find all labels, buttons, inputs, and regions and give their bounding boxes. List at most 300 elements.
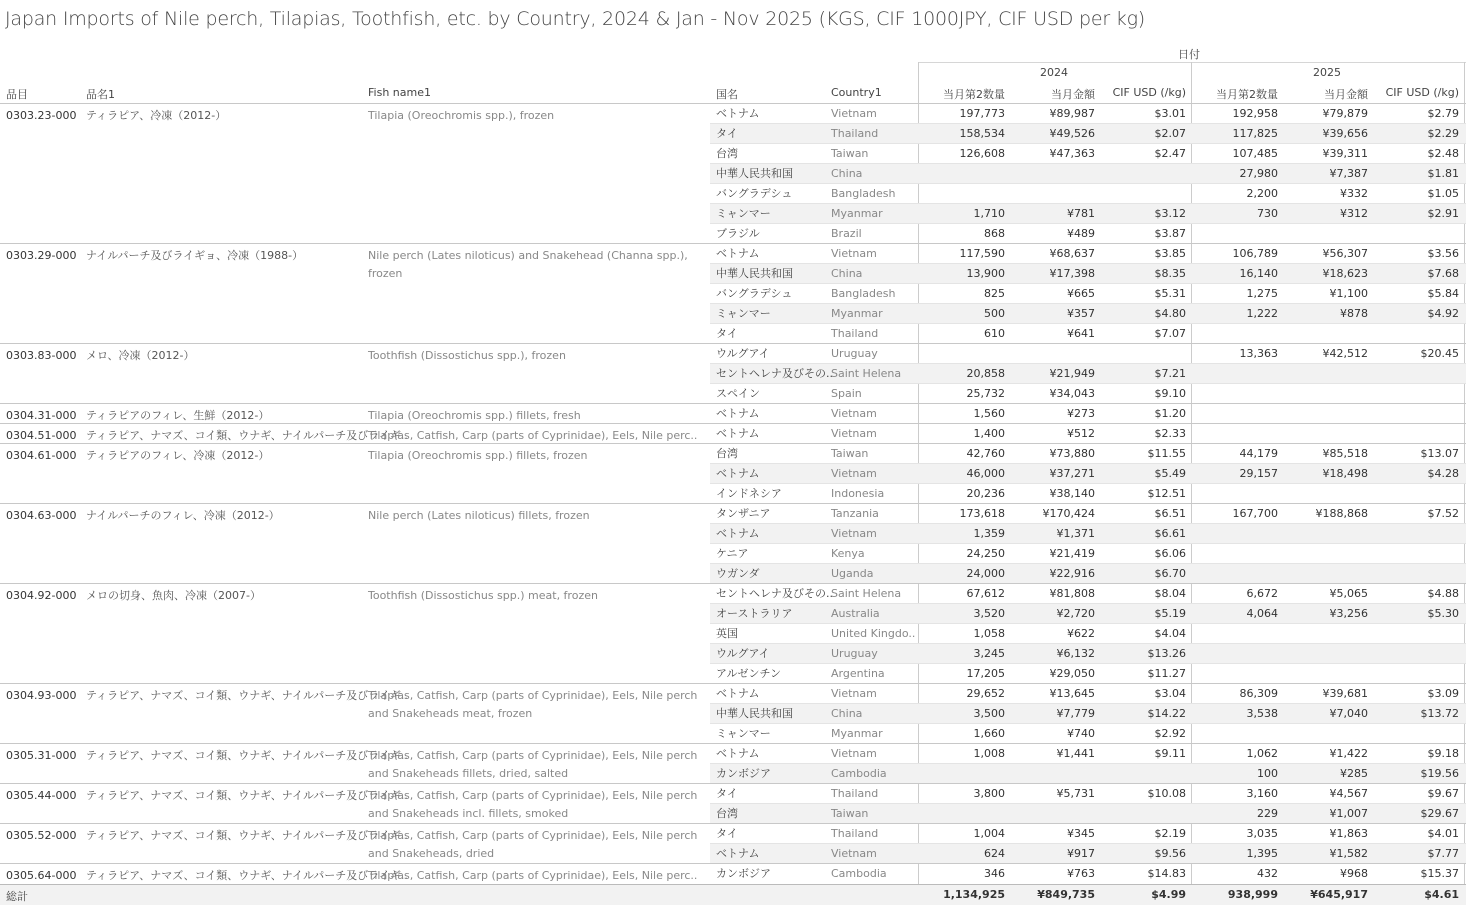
cell-usd-2024: $12.51 bbox=[1147, 487, 1186, 500]
product-name-ja: ティラピアのフィレ、冷凍（2012-） bbox=[86, 449, 270, 462]
cell-qty-2025: 27,980 bbox=[1239, 167, 1278, 180]
cell-value-2025: ¥7,040 bbox=[1329, 707, 1368, 720]
country-en: Tanzania bbox=[831, 507, 879, 520]
cell-qty-2024: 500 bbox=[984, 307, 1005, 320]
cell-value-2024: ¥21,419 bbox=[1049, 547, 1095, 560]
country-ja: ベトナム bbox=[716, 247, 760, 260]
cell-usd-2025: $13.72 bbox=[1420, 707, 1459, 720]
product-code: 0304.31-000 bbox=[6, 409, 77, 422]
cell-value-2025: ¥312 bbox=[1340, 207, 1368, 220]
country-ja: ミャンマー bbox=[716, 727, 771, 740]
country-en: Cambodia bbox=[831, 767, 887, 780]
table-row bbox=[710, 784, 1466, 803]
cell-qty-2025: 3,160 bbox=[1246, 787, 1278, 800]
table-row bbox=[710, 643, 1466, 663]
product-name-ja: ティラピア、ナマズ、コイ類、ウナギ、ナイルパーチ及びライギ.. bbox=[86, 869, 408, 882]
product-name-ja: ナイルパーチのフィレ、冷凍（2012-） bbox=[86, 509, 280, 522]
table-row bbox=[710, 263, 1466, 283]
cell-value-2025: ¥1,100 bbox=[1329, 287, 1368, 300]
country-en: Thailand bbox=[831, 327, 879, 340]
cell-usd-2024: $3.12 bbox=[1154, 207, 1186, 220]
cell-value-2024: ¥357 bbox=[1067, 307, 1095, 320]
fish-name: Toothfish (Dissostichus spp.) meat, frozen bbox=[368, 589, 598, 602]
country-en: Uganda bbox=[831, 567, 874, 580]
country-ja: ミャンマー bbox=[716, 307, 771, 320]
cell-qty-2024: 1,660 bbox=[973, 727, 1005, 740]
cell-value-2024: ¥37,271 bbox=[1049, 467, 1095, 480]
cell-value-2025: ¥85,518 bbox=[1322, 447, 1368, 460]
cell-value-2025: ¥5,065 bbox=[1329, 587, 1368, 600]
cell-usd-2024: $13.26 bbox=[1147, 647, 1186, 660]
fish-name: Tilapias, Catfish, Carp (parts of Cyprinidae), Eels, Nile perc.. bbox=[368, 869, 698, 882]
fish-name: Tilapias, Catfish, Carp (parts of Cyprinidae), Eels, Nile perch and Snakeheads meat, frozen bbox=[368, 689, 698, 720]
country-ja: タイ bbox=[716, 127, 738, 140]
cell-qty-2024: 624 bbox=[984, 847, 1005, 860]
cell-value-2025: ¥39,681 bbox=[1322, 687, 1368, 700]
country-ja: ケニア bbox=[716, 547, 749, 560]
table-row bbox=[710, 543, 1466, 563]
cell-qty-2025: 117,825 bbox=[1232, 127, 1278, 140]
cell-qty-2024: 126,608 bbox=[959, 147, 1005, 160]
product-name-ja: メロ、冷凍（2012-） bbox=[86, 349, 195, 362]
cell-qty-2024: 20,236 bbox=[966, 487, 1005, 500]
country-en: United Kingdo.. bbox=[831, 627, 916, 640]
country-en: Cambodia bbox=[831, 867, 887, 880]
cell-usd-2024: $7.21 bbox=[1154, 367, 1186, 380]
cell-qty-2024: 3,500 bbox=[973, 707, 1005, 720]
table-row bbox=[710, 684, 1466, 703]
cell-qty-2024: 1,004 bbox=[973, 827, 1005, 840]
year-header-2024: 2024 bbox=[1040, 66, 1068, 79]
country-ja: スペイン bbox=[716, 387, 760, 400]
cell-usd-2024: $14.22 bbox=[1147, 707, 1186, 720]
cell-value-2025: ¥188,868 bbox=[1315, 507, 1368, 520]
cell-qty-2025: 730 bbox=[1257, 207, 1278, 220]
cell-value-2024: ¥345 bbox=[1067, 827, 1095, 840]
country-ja: ベトナム bbox=[716, 467, 760, 480]
country-en: Australia bbox=[831, 607, 880, 620]
cell-qty-2024: 3,800 bbox=[973, 787, 1005, 800]
cell-usd-2024: $4.04 bbox=[1154, 627, 1186, 640]
cell-qty-2025: 192,958 bbox=[1232, 107, 1278, 120]
cell-value-2025: ¥285 bbox=[1340, 767, 1368, 780]
cell-value-2025: ¥968 bbox=[1340, 867, 1368, 880]
table-row bbox=[710, 203, 1466, 223]
country-ja: ブラジル bbox=[716, 227, 760, 240]
cell-qty-2024: 173,618 bbox=[959, 507, 1005, 520]
cell-qty-2024: 3,245 bbox=[973, 647, 1005, 660]
product-name-ja: メロの切身、魚肉、冷凍（2007-） bbox=[86, 589, 261, 602]
country-en: Kenya bbox=[831, 547, 865, 560]
table-row bbox=[710, 303, 1466, 323]
cell-value-2025: ¥878 bbox=[1340, 307, 1368, 320]
date-header: 日付 bbox=[1178, 48, 1200, 61]
table-row bbox=[710, 843, 1466, 863]
product-code: 0303.83-000 bbox=[6, 349, 77, 362]
table-row bbox=[710, 123, 1466, 143]
country-en: Vietnam bbox=[831, 747, 877, 760]
fish-name: Nile perch (Lates niloticus) and Snakehead (Channa spp.), frozen bbox=[368, 249, 688, 280]
table-row bbox=[710, 603, 1466, 623]
table-row bbox=[710, 244, 1466, 263]
cell-qty-2024: 117,590 bbox=[959, 247, 1005, 260]
cell-usd-2024: $7.07 bbox=[1154, 327, 1186, 340]
product-code: 0305.64-000 bbox=[6, 869, 77, 882]
col-header-country: Country1 bbox=[831, 86, 882, 99]
cell-qty-2024: 825 bbox=[984, 287, 1005, 300]
cell-qty-2024: 17,205 bbox=[966, 667, 1005, 680]
table-row bbox=[710, 663, 1466, 683]
table-row bbox=[710, 163, 1466, 183]
cell-value-2024: ¥665 bbox=[1067, 287, 1095, 300]
cell-usd-2025: $7.52 bbox=[1427, 507, 1459, 520]
country-en: Vietnam bbox=[831, 687, 877, 700]
cell-qty-2024: 610 bbox=[984, 327, 1005, 340]
country-ja: 中華人民共和国 bbox=[716, 167, 793, 180]
country-ja: ベトナム bbox=[716, 427, 760, 440]
cell-usd-2025: $7.77 bbox=[1427, 847, 1459, 860]
cell-usd-2025: $9.67 bbox=[1427, 787, 1459, 800]
country-en: Myanmar bbox=[831, 207, 883, 220]
country-en: China bbox=[831, 167, 863, 180]
country-ja: カンボジア bbox=[716, 867, 771, 880]
cell-usd-2024: $11.27 bbox=[1147, 667, 1186, 680]
cell-value-2024: ¥512 bbox=[1067, 427, 1095, 440]
cell-value-2024: ¥34,043 bbox=[1049, 387, 1095, 400]
country-en: Myanmar bbox=[831, 727, 883, 740]
product-name-ja: ティラピア、ナマズ、コイ類、ウナギ、ナイルパーチ及びライギ.. bbox=[86, 749, 408, 762]
cell-usd-2024: $5.19 bbox=[1154, 607, 1186, 620]
chart-title: Japan Imports of Nile perch, Tilapias, Toothfish, etc. by Country, 2024 & Jan - Nov 2025 (KGS, CIF 1000JPY, CIF USD per kg) bbox=[5, 8, 1145, 30]
table-row bbox=[710, 104, 1466, 123]
col-header-qty-2024: 当月第2数量 bbox=[943, 88, 1005, 101]
fish-name: Nile perch (Lates niloticus) fillets, frozen bbox=[368, 509, 590, 522]
total-usd-2025: $4.61 bbox=[1424, 888, 1459, 901]
cell-usd-2024: $2.47 bbox=[1154, 147, 1186, 160]
product-code: 0304.63-000 bbox=[6, 509, 77, 522]
product-name-ja: ティラピア、ナマズ、コイ類、ウナギ、ナイルパーチ及びライギ.. bbox=[86, 829, 408, 842]
cell-value-2024: ¥68,637 bbox=[1049, 247, 1095, 260]
country-en: Myanmar bbox=[831, 307, 883, 320]
cell-qty-2024: 1,058 bbox=[973, 627, 1005, 640]
cell-value-2025: ¥56,307 bbox=[1322, 247, 1368, 260]
cell-usd-2024: $9.10 bbox=[1154, 387, 1186, 400]
cell-qty-2024: 1,400 bbox=[973, 427, 1005, 440]
cell-value-2024: ¥49,526 bbox=[1049, 127, 1095, 140]
cell-usd-2025: $4.01 bbox=[1427, 827, 1459, 840]
cell-value-2024: ¥17,398 bbox=[1049, 267, 1095, 280]
country-en: Vietnam bbox=[831, 847, 877, 860]
table-row bbox=[710, 404, 1466, 423]
cell-usd-2024: $8.04 bbox=[1154, 587, 1186, 600]
product-name-ja: ティラピア、ナマズ、コイ類、ウナギ、ナイルパーチ及びライギ.. bbox=[86, 789, 408, 802]
cell-qty-2025: 3,538 bbox=[1246, 707, 1278, 720]
header-divider bbox=[918, 62, 1466, 63]
cell-qty-2024: 25,732 bbox=[966, 387, 1005, 400]
cell-usd-2025: $2.48 bbox=[1427, 147, 1459, 160]
table-row bbox=[710, 563, 1466, 583]
cell-value-2024: ¥6,132 bbox=[1056, 647, 1095, 660]
cell-usd-2025: $2.29 bbox=[1427, 127, 1459, 140]
cell-value-2024: ¥47,363 bbox=[1049, 147, 1095, 160]
cell-value-2024: ¥641 bbox=[1067, 327, 1095, 340]
cell-value-2024: ¥273 bbox=[1067, 407, 1095, 420]
cell-qty-2024: 868 bbox=[984, 227, 1005, 240]
cell-value-2025: ¥1,863 bbox=[1329, 827, 1368, 840]
cell-usd-2025: $4.88 bbox=[1427, 587, 1459, 600]
col-header-country-ja: 国名 bbox=[716, 88, 738, 101]
cell-qty-2025: 100 bbox=[1257, 767, 1278, 780]
country-en: Thailand bbox=[831, 827, 879, 840]
table-row bbox=[710, 424, 1466, 443]
fish-name: Tilapias, Catfish, Carp (parts of Cyprinidae), Eels, Nile perch and Snakeheads, dried bbox=[368, 829, 698, 860]
cell-qty-2024: 29,652 bbox=[966, 687, 1005, 700]
cell-usd-2025: $1.05 bbox=[1427, 187, 1459, 200]
cell-qty-2025: 4,064 bbox=[1246, 607, 1278, 620]
country-en: Vietnam bbox=[831, 247, 877, 260]
cell-usd-2025: $13.07 bbox=[1420, 447, 1459, 460]
table-row bbox=[710, 283, 1466, 303]
cell-usd-2024: $3.01 bbox=[1154, 107, 1186, 120]
fish-name: Tilapia (Oreochromis spp.), frozen bbox=[368, 109, 555, 122]
cell-usd-2025: $5.30 bbox=[1427, 607, 1459, 620]
table-row bbox=[710, 483, 1466, 503]
country-ja: バングラデシュ bbox=[716, 187, 793, 200]
fish-name: Tilapias, Catfish, Carp (parts of Cyprinidae), Eels, Nile perch and Snakeheads fillets, dried, salted bbox=[368, 749, 698, 780]
cell-value-2025: ¥3,256 bbox=[1329, 607, 1368, 620]
cell-qty-2025: 16,140 bbox=[1239, 267, 1278, 280]
country-en: Vietnam bbox=[831, 407, 877, 420]
col-header-fish: Fish name1 bbox=[368, 86, 431, 99]
cell-qty-2025: 1,275 bbox=[1246, 287, 1278, 300]
country-en: China bbox=[831, 707, 863, 720]
table-row bbox=[710, 744, 1466, 763]
cell-value-2025: ¥332 bbox=[1340, 187, 1368, 200]
table-row bbox=[710, 143, 1466, 163]
cell-qty-2025: 13,363 bbox=[1239, 347, 1278, 360]
total-value-2024: ¥849,735 bbox=[1037, 888, 1095, 901]
country-ja: タイ bbox=[716, 787, 738, 800]
col-header-usd-2024: CIF USD (/kg) bbox=[1112, 86, 1186, 99]
table-row bbox=[710, 223, 1466, 243]
cell-usd-2024: $11.55 bbox=[1147, 447, 1186, 460]
cell-qty-2024: 3,520 bbox=[973, 607, 1005, 620]
fish-name: Tilapia (Oreochromis spp.) fillets, fresh bbox=[368, 409, 581, 422]
country-ja: ウルグアイ bbox=[716, 647, 770, 660]
cell-qty-2025: 432 bbox=[1257, 867, 1278, 880]
country-en: Vietnam bbox=[831, 467, 877, 480]
cell-qty-2024: 46,000 bbox=[966, 467, 1005, 480]
table-row bbox=[710, 183, 1466, 203]
country-ja: ベトナム bbox=[716, 687, 760, 700]
table-row bbox=[710, 444, 1466, 463]
cell-usd-2024: $6.61 bbox=[1154, 527, 1186, 540]
cell-value-2024: ¥917 bbox=[1067, 847, 1095, 860]
cell-usd-2025: $15.37 bbox=[1420, 867, 1459, 880]
cell-value-2024: ¥38,140 bbox=[1049, 487, 1095, 500]
col-header-value-2025: 当月金額 bbox=[1324, 88, 1368, 101]
cell-qty-2025: 6,672 bbox=[1246, 587, 1278, 600]
fish-name: Tilapias, Catfish, Carp (parts of Cyprinidae), Eels, Nile perc.. bbox=[368, 429, 698, 442]
country-ja: タイ bbox=[716, 327, 738, 340]
country-en: Argentina bbox=[831, 667, 885, 680]
country-ja: ウルグアイ bbox=[716, 347, 770, 360]
cell-usd-2024: $6.51 bbox=[1154, 507, 1186, 520]
cell-qty-2025: 86,309 bbox=[1239, 687, 1278, 700]
total-usd-2024: $4.99 bbox=[1151, 888, 1186, 901]
col-header-value-2024: 当月金額 bbox=[1051, 88, 1095, 101]
cell-usd-2024: $2.07 bbox=[1154, 127, 1186, 140]
cell-value-2025: ¥18,623 bbox=[1322, 267, 1368, 280]
country-ja: オーストラリア bbox=[716, 607, 793, 620]
country-ja: インドネシア bbox=[716, 487, 782, 500]
cell-value-2024: ¥29,050 bbox=[1049, 667, 1095, 680]
col-header-name-ja: 品名1 bbox=[86, 88, 115, 101]
cell-usd-2025: $20.45 bbox=[1420, 347, 1459, 360]
table-row bbox=[710, 824, 1466, 843]
country-en: Taiwan bbox=[831, 807, 869, 820]
cell-value-2024: ¥2,720 bbox=[1056, 607, 1095, 620]
fish-name: Tilapias, Catfish, Carp (parts of Cyprinidae), Eels, Nile perch and Snakeheads incl. fillets, smoked bbox=[368, 789, 698, 820]
cell-qty-2024: 158,534 bbox=[959, 127, 1005, 140]
cell-usd-2024: $3.87 bbox=[1154, 227, 1186, 240]
country-ja: ベトナム bbox=[716, 747, 760, 760]
country-ja: 中華人民共和国 bbox=[716, 707, 793, 720]
table-row bbox=[710, 723, 1466, 743]
cell-usd-2024: $2.92 bbox=[1154, 727, 1186, 740]
country-en: Vietnam bbox=[831, 527, 877, 540]
cell-usd-2024: $6.06 bbox=[1154, 547, 1186, 560]
cell-qty-2024: 1,008 bbox=[973, 747, 1005, 760]
cell-value-2024: ¥73,880 bbox=[1049, 447, 1095, 460]
product-code: 0305.44-000 bbox=[6, 789, 77, 802]
table-row bbox=[710, 623, 1466, 643]
cell-usd-2025: $4.92 bbox=[1427, 307, 1459, 320]
country-en: Thailand bbox=[831, 127, 879, 140]
product-code: 0304.93-000 bbox=[6, 689, 77, 702]
country-ja: アルゼンチン bbox=[716, 667, 782, 680]
product-code: 0304.51-000 bbox=[6, 429, 77, 442]
country-ja: ベトナム bbox=[716, 527, 760, 540]
cell-qty-2025: 1,062 bbox=[1246, 747, 1278, 760]
country-ja: ウガンダ bbox=[716, 567, 760, 580]
cell-qty-2025: 29,157 bbox=[1239, 467, 1278, 480]
table-row bbox=[710, 763, 1466, 783]
cell-value-2025: ¥39,311 bbox=[1322, 147, 1368, 160]
col-header-qty-2025: 当月第2数量 bbox=[1216, 88, 1278, 101]
total-row bbox=[0, 884, 1466, 905]
product-code: 0305.52-000 bbox=[6, 829, 77, 842]
country-en: Vietnam bbox=[831, 427, 877, 440]
cell-value-2024: ¥89,987 bbox=[1049, 107, 1095, 120]
table-row bbox=[710, 803, 1466, 823]
cell-value-2024: ¥622 bbox=[1067, 627, 1095, 640]
country-en: Uruguay bbox=[831, 647, 878, 660]
cell-usd-2025: $3.09 bbox=[1427, 687, 1459, 700]
cell-qty-2025: 1,222 bbox=[1246, 307, 1278, 320]
cell-usd-2024: $4.80 bbox=[1154, 307, 1186, 320]
cell-value-2025: ¥39,656 bbox=[1322, 127, 1368, 140]
product-code: 0305.31-000 bbox=[6, 749, 77, 762]
country-ja: 英国 bbox=[716, 627, 738, 640]
total-qty-2024: 1,134,925 bbox=[943, 888, 1005, 901]
cell-qty-2024: 13,900 bbox=[966, 267, 1005, 280]
cell-qty-2025: 229 bbox=[1257, 807, 1278, 820]
total-value-2025: ¥645,917 bbox=[1310, 888, 1368, 901]
cell-value-2025: ¥42,512 bbox=[1322, 347, 1368, 360]
country-ja: 台湾 bbox=[716, 807, 738, 820]
cell-value-2024: ¥781 bbox=[1067, 207, 1095, 220]
cell-usd-2024: $3.85 bbox=[1154, 247, 1186, 260]
cell-qty-2025: 106,789 bbox=[1232, 247, 1278, 260]
country-ja: バングラデシュ bbox=[716, 287, 793, 300]
cell-usd-2025: $29.67 bbox=[1420, 807, 1459, 820]
country-en: Saint Helena bbox=[831, 367, 902, 380]
cell-value-2025: ¥7,387 bbox=[1329, 167, 1368, 180]
country-en: Indonesia bbox=[831, 487, 885, 500]
country-en: Vietnam bbox=[831, 107, 877, 120]
product-name-ja: ティラピア、冷凍（2012-） bbox=[86, 109, 227, 122]
country-en: Taiwan bbox=[831, 147, 869, 160]
country-en: Thailand bbox=[831, 787, 879, 800]
table-row bbox=[710, 383, 1466, 403]
table-row bbox=[710, 864, 1466, 883]
product-name-ja: ティラピアのフィレ、生鮮（2012-） bbox=[86, 409, 270, 422]
cell-usd-2024: $3.04 bbox=[1154, 687, 1186, 700]
cell-usd-2024: $14.83 bbox=[1147, 867, 1186, 880]
cell-usd-2024: $2.33 bbox=[1154, 427, 1186, 440]
product-code: 0303.29-000 bbox=[6, 249, 77, 262]
cell-value-2024: ¥763 bbox=[1067, 867, 1095, 880]
cell-qty-2024: 1,359 bbox=[973, 527, 1005, 540]
cell-usd-2025: $1.81 bbox=[1427, 167, 1459, 180]
country-ja: セントヘレナ及びその.. bbox=[716, 367, 833, 380]
cell-value-2025: ¥18,498 bbox=[1322, 467, 1368, 480]
col-header-usd-2025: CIF USD (/kg) bbox=[1385, 86, 1459, 99]
country-en: Uruguay bbox=[831, 347, 878, 360]
cell-usd-2025: $2.91 bbox=[1427, 207, 1459, 220]
cell-value-2025: ¥1,007 bbox=[1329, 807, 1368, 820]
cell-usd-2025: $5.84 bbox=[1427, 287, 1459, 300]
cell-usd-2024: $6.70 bbox=[1154, 567, 1186, 580]
cell-qty-2024: 346 bbox=[984, 867, 1005, 880]
table-row bbox=[710, 504, 1466, 523]
cell-usd-2025: $19.56 bbox=[1420, 767, 1459, 780]
country-ja: ベトナム bbox=[716, 407, 760, 420]
country-en: China bbox=[831, 267, 863, 280]
total-label: 総計 bbox=[6, 890, 28, 903]
cell-value-2024: ¥22,916 bbox=[1049, 567, 1095, 580]
cell-value-2024: ¥13,645 bbox=[1049, 687, 1095, 700]
product-name-ja: ナイルパーチ及びライギョ、冷凍（1988-） bbox=[86, 249, 304, 262]
cell-usd-2024: $5.31 bbox=[1154, 287, 1186, 300]
cell-qty-2024: 67,612 bbox=[966, 587, 1005, 600]
fish-name: Tilapia (Oreochromis spp.) fillets, frozen bbox=[368, 449, 588, 462]
country-ja: 台湾 bbox=[716, 447, 738, 460]
cell-qty-2025: 107,485 bbox=[1232, 147, 1278, 160]
cell-value-2024: ¥5,731 bbox=[1056, 787, 1095, 800]
country-ja: カンボジア bbox=[716, 767, 771, 780]
table-row bbox=[710, 463, 1466, 483]
table-row bbox=[710, 323, 1466, 343]
cell-value-2025: ¥79,879 bbox=[1322, 107, 1368, 120]
country-ja: タンザニア bbox=[716, 507, 771, 520]
country-en: Saint Helena bbox=[831, 587, 902, 600]
cell-value-2024: ¥170,424 bbox=[1042, 507, 1095, 520]
product-code: 0304.61-000 bbox=[6, 449, 77, 462]
country-ja: タイ bbox=[716, 827, 738, 840]
cell-value-2024: ¥1,441 bbox=[1056, 747, 1095, 760]
